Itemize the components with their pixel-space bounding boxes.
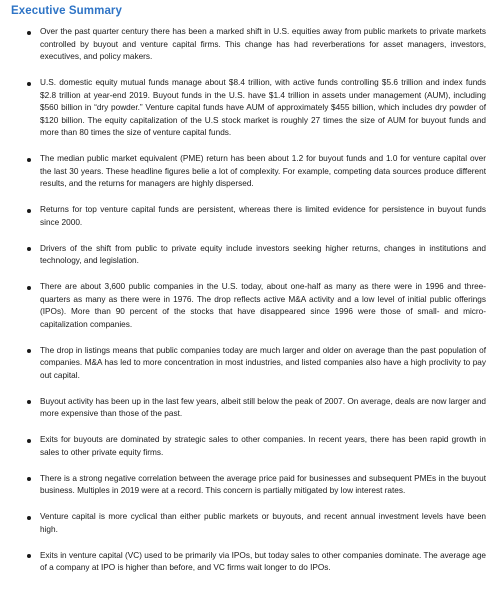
bullet-text: Exits in venture capital (VC) used to be primarily via IPOs, but today sales to other companies dominate. The average age of a company at IPO is higher than before, and VC firms wait longer to do IPOs. — [40, 550, 486, 572]
bullet-text: The drop in listings means that public companies today are much larger and older on average than the past population of companies. M&A has led to more concentration in most industries, and listed companies also have a high proclivity to pay out capital. — [40, 345, 486, 380]
bullet-text: There are about 3,600 public companies in the U.S. today, about one-half as many as there were in 1996 and three-quarters as many as there were in 1976. The drop reflects active M&A activity and a low level of initial public offerings (IPOs). More than 90 percent of the stocks that have disappeared since 1996 were those of small- and micro-capitalization companies. — [40, 282, 486, 329]
bullet-text: The median public market equivalent (PME) return has been about 1.2 for buyout funds and 1.0 for venture capital over the last 30 years. These headline figures belie a lot of complexity. For example, competing data sources produce different results, and the returns for managers are highly dispersed. — [40, 154, 486, 188]
bullet-item — [0, 77, 496, 140]
bullet-list — [0, 26, 496, 588]
bullet-icon — [27, 349, 31, 353]
bullet-icon — [27, 400, 31, 404]
bullet-icon — [27, 158, 31, 162]
bullet-item — [0, 153, 496, 191]
bullet-icon — [27, 209, 31, 213]
bullet-text: Returns for top venture capital funds are persistent, whereas there is limited evidence for persistence in buyout funds since 2000. — [40, 205, 486, 227]
bullet-icon — [27, 439, 31, 443]
bullet-item — [0, 243, 496, 268]
bullet-text: There is a strong negative correlation between the average price paid for businesses and subsequent PMEs in the buyout business. Multiples in 2019 were at a record. This concern is partially mitigated by low interest rates. — [40, 473, 486, 495]
bullet-item — [0, 550, 496, 575]
section-heading: Executive Summary — [11, 5, 123, 17]
bullet-icon — [27, 31, 31, 35]
bullet-item — [0, 345, 496, 383]
bullet-icon — [27, 516, 31, 520]
bullet-icon — [27, 247, 31, 251]
bullet-icon — [27, 554, 31, 558]
bullet-item — [0, 281, 496, 331]
bullet-text: Exits for buyouts are dominated by strategic sales to other companies. In recent years, there has been rapid growth in sales to other private equity firms. — [40, 435, 486, 457]
bullet-text: Venture capital is more cyclical than either public markets or buyouts, and recent annual investment levels have been high. — [40, 512, 486, 534]
bullet-item — [0, 434, 496, 459]
bullet-item — [0, 396, 496, 421]
bullet-text: Drivers of the shift from public to private equity include investors seeking higher returns, changes in institutions and technology, and legislation. — [40, 243, 486, 265]
bullet-item — [0, 511, 496, 536]
bullet-item — [0, 473, 496, 498]
bullet-text: Over the past quarter century there has been a marked shift in U.S. equities away from public markets to private markets controlled by buyout and venture capital firms. This change has had reverberations for asset managers, investors, executives, and policy makers. — [40, 27, 486, 61]
bullet-icon — [27, 82, 31, 86]
bullet-item — [0, 204, 496, 229]
bullet-text: U.S. domestic equity mutual funds manage about $8.4 trillion, with active funds controlling $5.6 trillion and index funds $2.8 trillion at year-end 2019. Buyout funds in the U.S. have $1.4 trillion in assets under management (AUM), including $560 billion in “dry powder.” Venture capital funds have AUM of approximately $455 billion, which includes dry powder of $120 billion. The equity capitalization of the U.S stock market is roughly 27 times the size of AUM for buyout funds and more than 80 times the size of venture capital funds. — [40, 78, 486, 137]
bullet-icon — [27, 286, 31, 290]
bullet-text: Buyout activity has been up in the last few years, albeit still below the peak of 2007. On average, deals are now larger and more expensive than those of the past. — [40, 396, 486, 418]
bullet-icon — [27, 477, 31, 481]
bullet-item — [0, 26, 496, 64]
